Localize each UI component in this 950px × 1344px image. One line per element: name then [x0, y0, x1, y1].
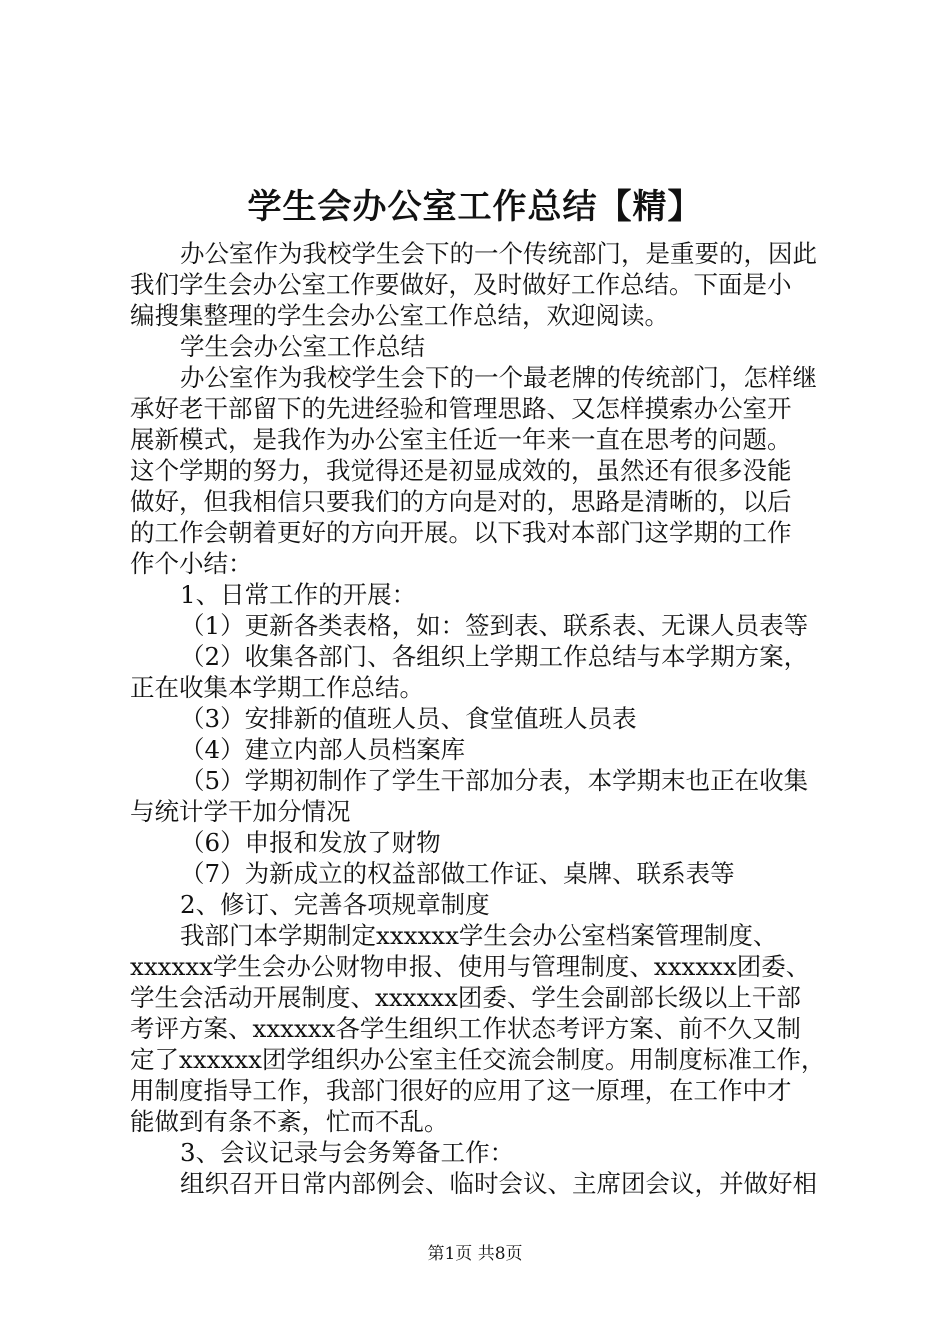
paragraph-line: 学生会活动开展制度、xxxxxx团委、学生会副部长级以上干部 [130, 983, 801, 1012]
paragraph-line: 办公室作为我校学生会下的一个最老牌的传统部门，怎样继 [180, 363, 817, 392]
page-footer: 第1页 共8页 [427, 1244, 523, 1264]
paragraph-line: 的工作会朝着更好的方向开展。以下我对本部门这学期的工作 [130, 518, 792, 547]
paragraph-line: （6）申报和发放了财物 [180, 828, 441, 857]
paragraph-line: （2）收集各部门、各组织上学期工作总结与本学期方案， [180, 642, 809, 671]
paragraph-line: 定了xxxxxx团学组织办公室主任交流会制度。用制度标准工作， [130, 1045, 826, 1074]
paragraph-line: xxxxxx学生会办公财物申报、使用与管理制度、xxxxxx团委、 [130, 952, 811, 981]
paragraph-line: 正在收集本学期工作总结。 [130, 673, 424, 702]
paragraph-line: （3）安排新的值班人员、食堂值班人员表 [180, 704, 637, 733]
paragraph-line: （4）建立内部人员档案库 [180, 735, 466, 764]
paragraph-line: 我们学生会办公室工作要做好，及时做好工作总结。下面是小 [130, 270, 792, 299]
paragraph-line: 考评方案、xxxxxx各学生组织工作状态考评方案、前不久又制 [130, 1014, 801, 1043]
paragraph-line: 办公室作为我校学生会下的一个传统部门，是重要的，因此 [180, 239, 817, 268]
paragraph-line: 2、修订、完善各项规章制度 [180, 890, 490, 919]
paragraph-line: 学生会办公室工作总结 [180, 332, 425, 361]
document-body [130, 238, 836, 1199]
document-title: 学生会办公室工作总结【精】 [247, 187, 703, 227]
paragraph-line: 编搜集整理的学生会办公室工作总结，欢迎阅读。 [130, 301, 669, 330]
paragraph-line: （1）更新各类表格，如：签到表、联系表、无课人员表等 [180, 611, 809, 640]
paragraph-line: （7）为新成立的权益部做工作证、桌牌、联系表等 [180, 859, 735, 888]
paragraph-line: 能做到有条不紊，忙而不乱。 [130, 1107, 449, 1136]
paragraph-line: （5）学期初制作了学生干部加分表，本学期末也正在收集 [180, 766, 809, 795]
paragraph-line: 这个学期的努力，我觉得还是初显成效的，虽然还有很多没能 [130, 456, 792, 485]
paragraph-line: 作个小结： [130, 549, 253, 578]
paragraph-line: 1、日常工作的开展： [180, 580, 417, 609]
paragraph-line: 做好，但我相信只要我们的方向是对的，思路是清晰的，以后 [130, 487, 792, 516]
paragraph-line: 展新模式，是我作为办公室主任近一年来一直在思考的问题。 [130, 425, 792, 454]
paragraph-line: 组织召开日常内部例会、临时会议、主席团会议，并做好相 [180, 1169, 817, 1198]
paragraph-line: 与统计学干加分情况 [130, 797, 351, 826]
paragraph-line: 3、会议记录与会务筹备工作： [180, 1138, 515, 1167]
paragraph-line: 承好老干部留下的先进经验和管理思路、又怎样摸索办公室开 [130, 394, 792, 423]
paragraph-line: 用制度指导工作，我部门很好的应用了这一原理，在工作中才 [130, 1076, 792, 1105]
paragraph-line: 我部门本学期制定xxxxxx学生会办公室档案管理制度、 [180, 921, 778, 950]
